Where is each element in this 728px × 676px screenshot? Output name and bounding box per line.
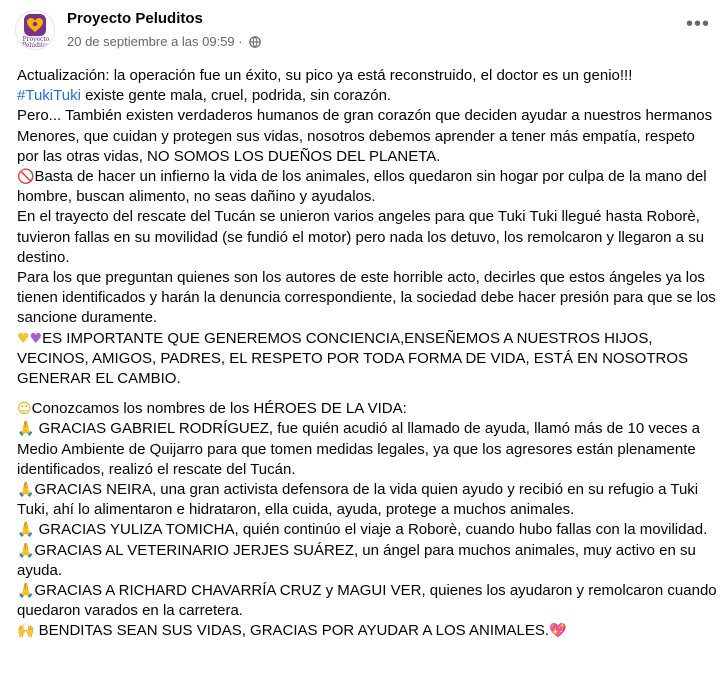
post-paragraph — [17, 419, 717, 480]
post-text: GRACIAS AL VETERINARIO JERJES SUÁREZ, un ángel para muchos animales, muy activo en su ayuda. — [17, 541, 696, 579]
post-text: ES IMPORTANTE QUE GENEREMOS CONCIENCIA,ENSEÑEMOS A NUESTROS HIJOS, VECINOS, AMIGOS, PADRES, EL RESPETO POR TODA FORMA DE VIDA, ESTÁ EN NOSOTROS GENERAR EL CAMBIO. — [17, 329, 688, 388]
post-text: existe gente mala, cruel, podrida, sin corazón. — [80, 87, 392, 105]
page-name-link[interactable]: Proyecto Peluditos — [67, 10, 203, 27]
avatar[interactable] — [15, 10, 55, 50]
post-text: Basta de hacer un infierno la vida de los animales, ellos quedaron sin hogar por culpa de la mano del hombre, buscan alimento, no seas dañino y ayudalos. — [17, 168, 707, 206]
post-paragraph — [17, 86, 717, 106]
avatar-label: Proyecto Peluditos — [22, 36, 50, 49]
more-options-button[interactable] — [684, 13, 712, 38]
post-paragraph — [17, 541, 717, 581]
post-paragraph — [17, 106, 717, 167]
post-paragraph — [17, 480, 717, 520]
post-meta — [67, 34, 261, 49]
post-paragraph — [17, 399, 717, 419]
purple-heart-icon: ♥ — [29, 330, 43, 347]
post-paragraph — [17, 621, 717, 641]
post-paragraph — [17, 207, 717, 268]
post-text: En el trayecto del rescate del Tucán se unieron varios angeles para que Tuki Tuki llegué hasta Roborè, tuvieron fallas en su movilidad (se fundió el motor) pero nada los detuvo, los remolcaron y llegaron a su destino. — [17, 208, 705, 266]
post-text: GRACIAS A RICHARD CHAVARRÍA CRUZ y MAGUI VER, quienes los ayudaron y remolcaron cuando quedaron varados en la carretera. — [17, 582, 717, 620]
post-paragraph — [17, 268, 717, 329]
praying-hands-icon: 🙏 — [17, 522, 35, 539]
timestamp-link[interactable]: 20 de septiembre a las 09:59 — [67, 34, 235, 49]
raised-hands-icon: 🙌 — [17, 623, 35, 640]
post-body — [17, 66, 717, 642]
post-text: Actualización: la operación fue un éxito, su pico ya está reconstruido, el doctor es un genio!!! — [17, 67, 633, 84]
post-paragraph — [17, 329, 717, 390]
post-paragraph — [17, 520, 717, 540]
no-entry-icon: 🚫 — [17, 169, 35, 186]
praying-hands-icon: 🙏 — [17, 583, 35, 600]
sparkling-heart-icon: 💖 — [549, 623, 567, 640]
meta-separator: · — [238, 34, 243, 49]
more-horizontal-icon: ••• — [685, 13, 710, 35]
smiling-face-icon: ☺ — [17, 401, 32, 418]
hashtag-link[interactable]: #TukiTuki — [17, 87, 81, 105]
post-text: Para los que preguntan quienes son los autores de este horrible acto, decirles que estos ángeles ya los tienen identificados y harán la denuncia correspondiente, la sociedad debe hacer presión para que se los sancione duramente. — [17, 269, 716, 327]
post-text: Pero... También existen verdaderos humanos de gran corazón que deciden ayudar a nuestros hermanos Menores, que cuidan y protegen sus vidas, nosotros debemos aprender a tener más empatía, respeto por las otras vidas, NO SOMOS LOS DUEÑOS DEL PLANETA. — [17, 107, 713, 165]
post-text: GRACIAS GABRIEL RODRÍGUEZ, fue quién acudió al llamado de ayuda, llamó más de 10 veces a Medio Ambiente de Quijarro para que tomen medidas legales, ya que los agresores están plenamente identificados, realizó el rescate del Tucán. — [17, 420, 701, 478]
logo-icon — [24, 14, 46, 36]
yellow-heart-icon: ♥ — [17, 330, 30, 347]
post-paragraph — [17, 66, 717, 86]
praying-hands-icon: 🙏 — [17, 421, 35, 438]
post-paragraph — [17, 581, 717, 621]
post-text: GRACIAS YULIZA TOMICHA, quién continúo el viaje a Roborè, cuando hubo fallas con la movilidad. — [34, 521, 708, 539]
paragraph-spacer — [17, 389, 717, 399]
post-text: GRACIAS NEIRA, una gran activista defensora de la vida quien ayudo y recibió en su refugio a Tuki Tuki, ahí lo alimentaron e hidrataron, ella cuida, ayuda, protege a muchos animales. — [17, 481, 699, 519]
post-paragraph — [17, 167, 717, 207]
post-header — [0, 0, 728, 64]
post-text: BENDITAS SEAN SUS VIDAS, GRACIAS POR AYUDAR A LOS ANIMALES. — [34, 622, 550, 640]
praying-hands-icon: 🙏 — [17, 542, 35, 559]
globe-icon[interactable] — [249, 36, 261, 48]
praying-hands-icon: 🙏 — [17, 482, 35, 499]
post-text: Conozcamos los nombres de los HÉROES DE LA VIDA: — [31, 400, 407, 418]
